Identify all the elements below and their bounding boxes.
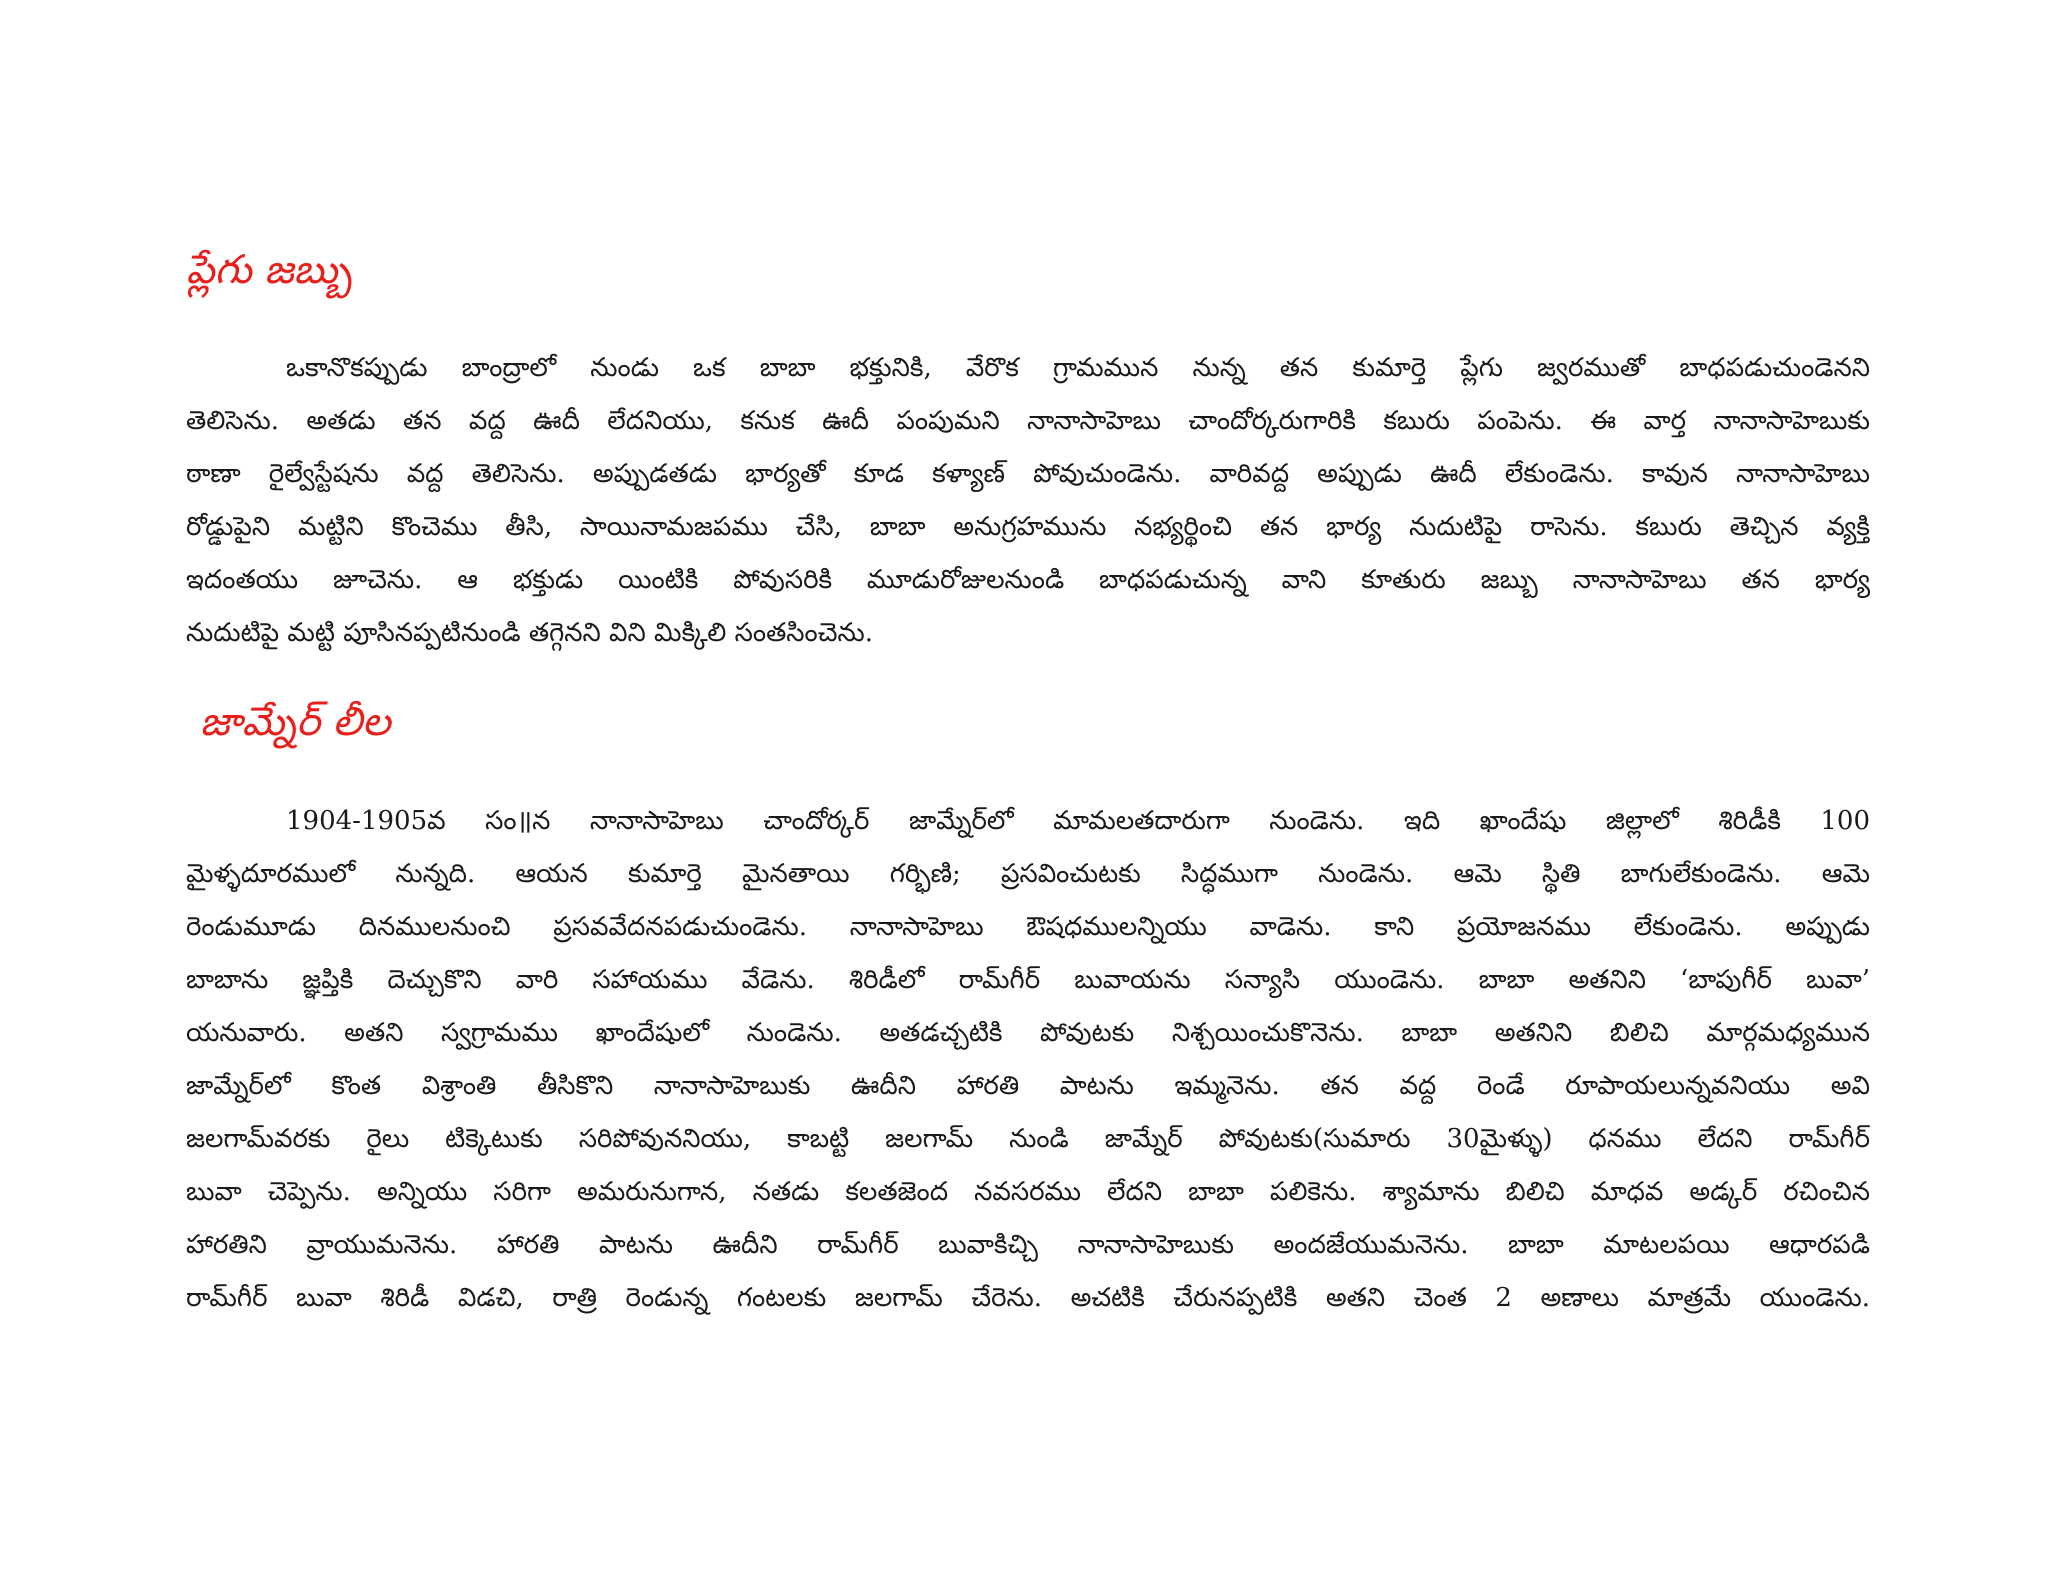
section-heading-plague: ప్లేగు జబ్బు — [186, 247, 353, 293]
section-heading-jamner: జామ్నేర్ లీల — [200, 699, 391, 745]
paragraph-plague — [186, 342, 1870, 660]
text-line: ఠాణా రైల్వేస్టేషను వద్ద తెలిసెను. అప్పుడతడు భార్యతో కూడ కళ్యాణ్ పోవుచుండెను. వారివద్ద అప్పుడు ఊదీ లేకుండెను. కావున నానాసాహెబు — [186, 459, 1870, 489]
text-line: మైళ్ళదూరములో నున్నది. ఆయన కుమార్తె మైనతాయి గర్భిణి; ప్రసవించుటకు సిద్ధముగా నుండెను. ఆమె స్థితి బాగులేకుండెను. ఆమె — [186, 859, 1870, 889]
text-line: హారతిని వ్రాయుమనెను. హారతి పాటను ఊదీని రామ్‌గీర్ బువాకిచ్చి నానాసాహెబుకు అందజేయుమనెను. బాబా మాటలపయి ఆధారపడి — [186, 1230, 1870, 1260]
text-line: రామ్‌గీర్ బువా శిరిడీ విడచి, రాత్రి రెండున్న గంటలకు జలగామ్ చేరెను. అచటికి చేరునప్పటికి అతని చెంత 2 అణాలు మాత్రమే యుండెను. — [186, 1283, 1870, 1313]
text-line: నుదుటిపై మట్టి పూసినప్పటినుండి తగ్గెనని విని మిక్కిలి సంతసించెను. — [186, 618, 874, 648]
text-line: ఇదంతయు జూచెను. ఆ భక్తుడు యింటికి పోవుసరికి మూడురోజులనుండి బాధపడుచున్న వాని కూతురు జబ్బు నానాసాహెబు తన భార్య — [186, 565, 1870, 595]
text-line: రెండుమూడు దినములనుంచి ప్రసవవేదనపడుచుండెను. నానాసాహెబు ఔషధములన్నియు వాడెను. కాని ప్రయోజనము లేకుండెను. అప్పుడు — [186, 912, 1870, 942]
paragraph-jamner — [186, 795, 1870, 1325]
text-line: బాబాను జ్ఞప్తికి దెచ్చుకొని వారి సహాయము వేడెను. శిరిడీలో రామ్‌గీర్ బువాయను సన్యాసి యుండెను. బాబా అతనిని ‘బాపుగీర్ బువా’ — [186, 965, 1870, 995]
text-line: ఒకానొకప్పుడు బాంద్రాలో నుండు ఒక బాబా భక్తునికి, వేరొక గ్రామమున నున్న తన కుమార్తె ప్లేగు జ్వరముతో బాధపడుచుండెనని — [286, 353, 1870, 383]
text-line: 1904-1905వ సం॥న నానాసాహెబు చాందోర్కర్ జామ్నేర్‌లో మామలతదారుగా నుండెను. ఇది ఖాందేషు జిల్లాలో శిరిడీకి 100 — [286, 806, 1870, 836]
text-line: జలగామ్‌వరకు రైలు టిక్కెటుకు సరిపోవుననియు, కాబట్టి జలగామ్ నుండి జామ్నేర్ పోవుటకు(సుమారు 30మైళ్ళు) ధనము లేదని రామ్‌గీర్ — [186, 1124, 1870, 1154]
text-line: యనువారు. అతని స్వగ్రామము ఖాందేషులో నుండెను. అతడచ్చటికి పోవుటకు నిశ్చయించుకొనెను. బాబా అతనిని బిలిచి మార్గమధ్యమున — [186, 1018, 1870, 1048]
text-line: బువా చెప్పెను. అన్నియు సరిగా అమరునుగాన, నతడు కలతజెంద నవసరము లేదని బాబా పలికెను. శ్యామాను బిలిచి మాధవ అడ్కర్ రచించిన — [186, 1177, 1870, 1207]
text-line: తెలిసెను. అతడు తన వద్ద ఊదీ లేదనియు, కనుక ఊదీ పంపుమని నానాసాహెబు చాందోర్కరుగారికి కబురు పంపెను. ఈ వార్త నానాసాహెబుకు — [186, 406, 1870, 436]
text-line: జామ్నేర్‌లో కొంత విశ్రాంతి తీసికొని నానాసాహెబుకు ఊదీని హారతి పాటను ఇమ్మనెను. తన వద్ద రెండే రూపాయలున్నవనియు అవి — [186, 1071, 1870, 1101]
text-line: రోడ్డుపైని మట్టిని కొంచెము తీసి, సాయినామజపము చేసి, బాబా అనుగ్రహమును నభ్యర్థించి తన భార్య నుదుటిపై రాసెను. కబురు తెచ్చిన వ్యక్తి — [186, 512, 1870, 542]
